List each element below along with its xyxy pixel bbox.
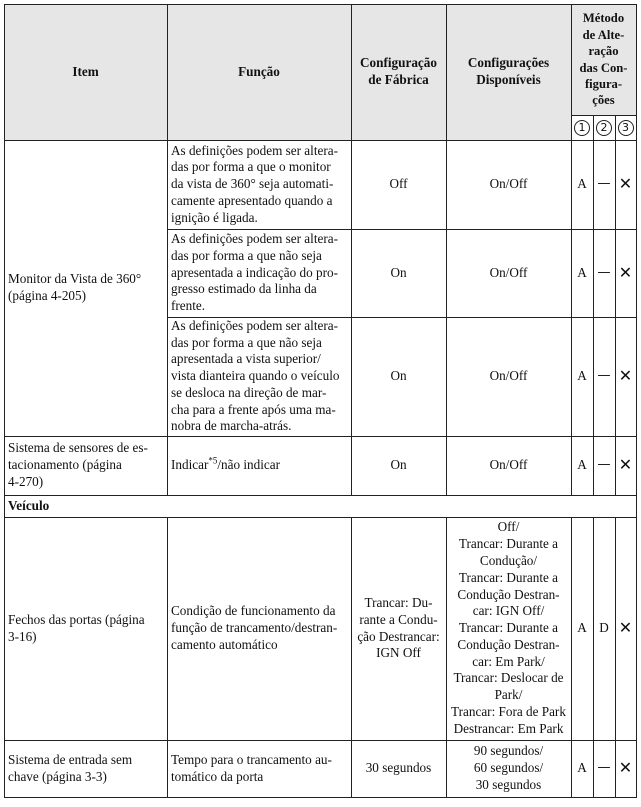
factory-value: Trancar: Du- rante a Condu- ção Destrancar: IGN Off: [357, 594, 440, 661]
grid-line: [4, 436, 636, 437]
header-change-method: Método de Alte- ração das Con- figura- ções: [579, 11, 628, 108]
function-monitor-auto-display: As definições podem ser altera- das por forma a que o monitor da vista de 360° seja automati- camente apresentado quando a ignição é ligada.: [171, 142, 338, 225]
grid-line: [4, 140, 636, 141]
grid-line: [571, 4, 572, 495]
grid-line: [615, 517, 616, 797]
grid-line: [351, 4, 352, 495]
item-parking-sensors: Sistema de sensores de es- tacionamento (página 4-270): [8, 440, 148, 489]
section-header-vehicle: Veículo: [8, 497, 50, 513]
factory-value: 30 segundos: [365, 760, 432, 776]
grid-line: [571, 115, 636, 116]
method-2-value: —: [597, 457, 611, 473]
grid-line: [4, 517, 636, 518]
available-value: 90 segundos/ 60 segundos/ 30 segundos: [473, 743, 544, 792]
header-available-settings: Configurações Disponíveis: [467, 55, 550, 87]
function-door-locks: Condição de funcionamento da função de trancamento/destran- camento automático: [171, 603, 338, 652]
grid-line: [4, 495, 636, 496]
available-value: On/Off: [489, 176, 528, 192]
method-3-value: ✕: [618, 618, 633, 638]
grid-line: [4, 740, 636, 741]
method-3-value: ✕: [618, 174, 633, 194]
factory-value: On: [390, 368, 407, 384]
method-1-value: A: [577, 457, 587, 473]
method-2-value: —: [597, 264, 611, 280]
method-3-value: ✕: [618, 366, 633, 386]
method-col-2-header: 2: [593, 115, 615, 140]
grid-line: [446, 517, 447, 797]
method-2-value: —: [597, 176, 611, 192]
border-top: [4, 4, 637, 5]
method-2-value: —: [597, 368, 611, 384]
method-3-value: ✕: [618, 758, 633, 778]
header-function: Função: [238, 63, 280, 79]
grid-line: [167, 317, 636, 318]
grid-line: [351, 517, 352, 797]
border-bottom: [4, 797, 637, 798]
function-keyless-entry: Tempo para o trancamento au- tomático da porta: [171, 751, 332, 784]
method-3-value: ✕: [618, 262, 633, 282]
header-factory-setting: Configuração de Fábrica: [360, 55, 437, 87]
method-1-value: A: [577, 620, 587, 636]
grid-line: [446, 4, 447, 495]
method-1-value: A: [577, 264, 587, 280]
grid-line: [167, 517, 168, 797]
grid-line: [571, 517, 572, 797]
factory-value: On: [390, 264, 407, 280]
method-col-1-header: 1: [571, 115, 593, 140]
factory-value: On: [390, 457, 407, 473]
header-item: Item: [72, 63, 99, 79]
available-value: On/Off: [489, 264, 528, 280]
available-value: On/Off: [489, 368, 528, 384]
grid-line: [593, 115, 594, 495]
grid-line: [593, 517, 594, 797]
border-right: [636, 4, 637, 798]
method-col-3-header: 3: [615, 115, 636, 140]
method-3-value: ✕: [618, 455, 633, 475]
available-value: Off/ Trancar: Durante a Condução/ Trancar: Durante a Condução Destran- car: IGN Off/ Trancar: Durante a Condução Destran- car: Em Park/ Trancar: Deslocar de Park/ Trancar: Fora de Park Destrancar: Em Park: [451, 519, 566, 736]
grid-line: [167, 229, 636, 230]
grid-line: [615, 115, 616, 495]
method-1-value: A: [577, 176, 587, 192]
method-2-value: D: [599, 620, 609, 636]
function-parking-sensors: Indicar$^{*5}$/não indicar: [171, 455, 280, 473]
available-value: On/Off: [489, 457, 528, 473]
method-1-value: A: [577, 368, 587, 384]
function-monitor-top-front-view: As definições podem ser altera- das por forma a que não seja apresentada a vista superior/ vista dianteira quando o veículo se desloca na direção de mar- cha para a frente após uma ma- nobra de marcha-atrás.: [171, 317, 340, 434]
item-keyless-entry: Sistema de entrada sem chave (página 3-3): [8, 751, 133, 784]
border-left: [4, 4, 5, 798]
item-door-locks: Fechos das portas (página 3-16): [8, 611, 145, 644]
item-monitor-360: Monitor da Vista de 360° (página 4-205): [8, 271, 142, 303]
grid-line: [167, 4, 168, 495]
factory-value: Off: [389, 176, 408, 192]
function-monitor-line-indication: As definições podem ser altera- das por forma a que não seja apresentada a indicação do pro- gresso estimado da linha da frente.: [171, 231, 338, 314]
method-2-value: —: [597, 760, 611, 776]
method-1-value: A: [577, 760, 587, 776]
